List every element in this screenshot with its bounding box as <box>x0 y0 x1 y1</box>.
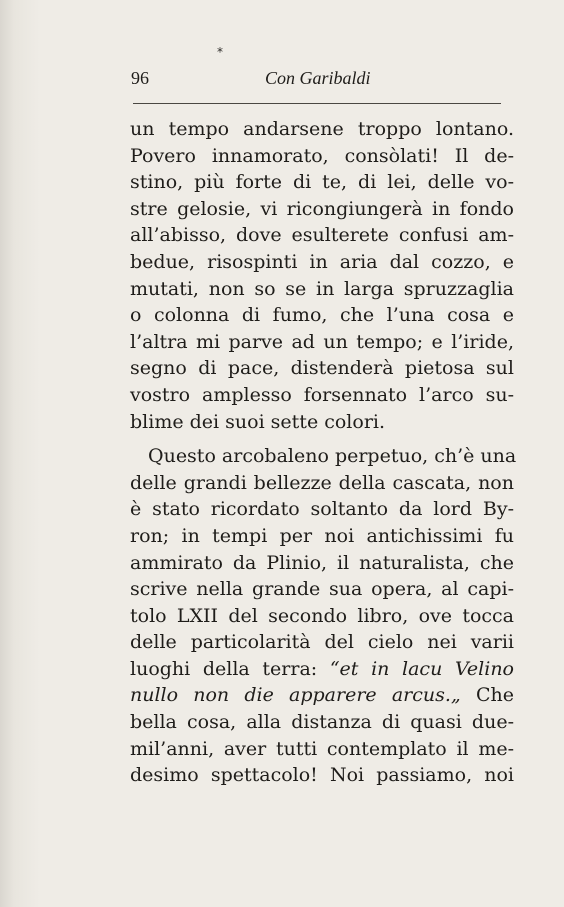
text-line: blime dei suoi sette colori. <box>130 410 386 433</box>
text-line: stre gelosie, vi ricongiungerà in fondo <box>130 197 514 220</box>
text-line: vostro amplesso forsennato l’arco su- <box>130 383 514 406</box>
text-line: un tempo andarsene troppo lontano. <box>130 118 514 140</box>
body-text <box>130 116 517 789</box>
page-header <box>131 68 501 92</box>
text-line: mil’anni, aver tutti contemplato il me- <box>130 737 514 760</box>
text-segment: luoghi della terra: <box>130 657 330 680</box>
text-line: o colonna di fumo, che l’una cosa e <box>130 304 514 327</box>
text-line: desimo spettacolo! Noi passiamo, noi <box>130 764 514 787</box>
text-line: tolo LXII del secondo libro, ove tocca <box>130 604 514 627</box>
page-number: 96 <box>131 68 149 88</box>
text-line: segno di pace, distenderà pietosa sul <box>130 357 514 380</box>
text-segment: Che <box>460 684 514 707</box>
printer-mark: * <box>217 45 223 59</box>
text-line: bedue, risospinti in aria dal cozzo, e <box>130 250 514 273</box>
text-line: Questo arcobaleno perpetuo, ch’è una <box>148 445 517 468</box>
text-line: stino, più forte di te, di lei, delle vo- <box>130 171 514 194</box>
text-line: ron; in tempi per noi antichissimi fu <box>130 524 514 547</box>
text-line: bella cosa, alla distanza di quasi due- <box>130 711 514 734</box>
text-line-with-quote <box>130 656 514 683</box>
text-line: è stato ricordato soltanto da lord By- <box>130 498 514 521</box>
text-line: delle particolarità del cielo nei varii <box>130 631 514 654</box>
text-line: mutati, non so se in larga spruzzaglia <box>130 277 514 300</box>
text-line: scrive nella grande sua opera, al capi- <box>130 578 514 601</box>
header-rule <box>133 103 501 104</box>
latin-quote-end: nullo non die apparere arcus.„ <box>130 684 461 707</box>
text-line: l’altra mi parve ad un tempo; e l’iride, <box>130 330 514 353</box>
text-line: Povero innamorato, consòlati! Il de- <box>130 144 514 167</box>
latin-quote-start: “et in lacu Velino <box>329 657 514 680</box>
text-line: ammirato da Plinio, il naturalista, che <box>130 551 514 574</box>
text-line-with-quote <box>130 682 514 709</box>
running-title: Con Garibaldi <box>265 68 371 88</box>
text-line: delle grandi bellezze della cascata, non <box>130 471 514 494</box>
text-line: all’abisso, dove esulterete confusi am- <box>130 224 514 247</box>
